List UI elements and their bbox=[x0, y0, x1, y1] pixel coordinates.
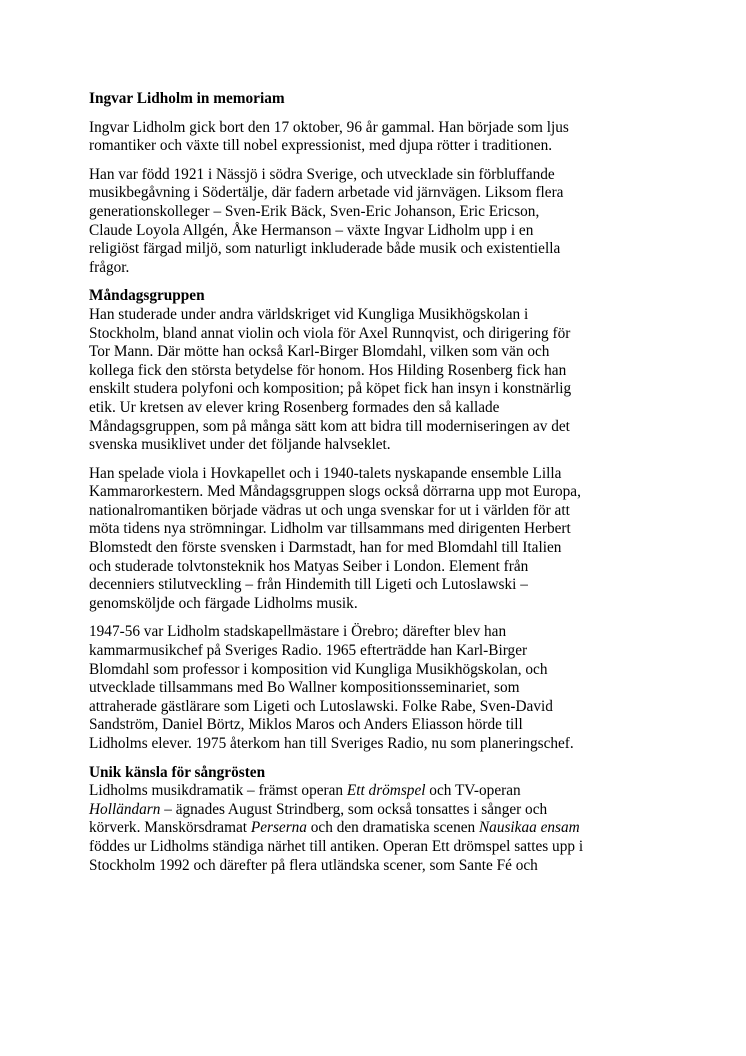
text-line: Blomstedt den förste svensken i Darmstadt, han for med Blomdahl till Italien bbox=[89, 539, 562, 557]
text-line: och studerade tolvtonsteknik hos Matyas Seiber i London. Element från bbox=[89, 557, 529, 575]
paragraph-intro bbox=[89, 119, 679, 156]
document-title: Ingvar Lidholm in memoriam bbox=[89, 90, 285, 107]
text-line: attraherade gästlärare som Ligeti och Lutoslawski. Folke Rabe, Sven-David bbox=[89, 697, 553, 715]
section-mandagsgruppen bbox=[89, 287, 679, 454]
paragraph-orebro bbox=[89, 623, 679, 753]
text-line bbox=[89, 782, 679, 801]
document-page bbox=[89, 90, 679, 885]
text-line: religiöst färgad miljö, som naturligt inkluderade både musik och existentiella bbox=[89, 240, 561, 258]
text-line: utvecklade tillsammans med Bo Wallner kompositionsseminariet, som bbox=[89, 679, 520, 697]
text-line: generationskolleger – Sven-Erik Bäck, Sven-Eric Johanson, Eric Ericson, bbox=[89, 202, 540, 220]
text-line: Tor Mann. Där mötte han också Karl-Birger Blomdahl, vilken som vän och bbox=[89, 343, 550, 361]
text-line: decenniers stilutveckling – från Hindemith till Ligeti och Lutoslawski – bbox=[89, 576, 528, 594]
text-line: romantiker och växte till nobel expressionist, med djupa rötter i traditionen. bbox=[89, 137, 553, 155]
text-line: svenska musiklivet under det följande halvseklet. bbox=[89, 436, 391, 454]
paragraph-birth bbox=[89, 166, 679, 278]
work-title: Nausikaa ensam bbox=[478, 819, 580, 837]
text-line: Måndagsgruppen, som på många sätt kom att bidra till moderniseringen av det bbox=[89, 417, 570, 435]
text-line: föddes ur Lidholms ständiga närhet till antiken. Operan Ett drömspel sattes upp i bbox=[89, 837, 584, 855]
text-run: – ägnades August Strindberg, som också tonsattes i sånger och bbox=[160, 800, 548, 818]
text-line: enskilt studera polyfoni och komposition; på köpet fick han insyn i konstnärlig bbox=[89, 380, 572, 398]
text-line: kammarmusikchef på Sveriges Radio. 1965 efterträdde han Karl-Birger bbox=[89, 642, 528, 660]
text-line: Stockholm, bland annat violin och viola för Axel Runnqvist, och dirigering för bbox=[89, 324, 571, 342]
text-line: frågor. bbox=[89, 258, 130, 276]
text-line: nationalromantiken började vädras ut och unga svenskar for ut i världen för att bbox=[89, 501, 570, 519]
text-line: Sandström, Daniel Börtz, Miklos Maros och Anders Eliasson hörde till bbox=[89, 716, 523, 734]
text-line: Han spelade viola i Hovkapellet och i 1940-talets nyskapande ensemble Lilla bbox=[89, 464, 562, 482]
text-line: genomsköljde och färgade Lidholms musik. bbox=[89, 594, 358, 612]
text-line: etik. Ur kretsen av elever kring Rosenberg formades den så kallade bbox=[89, 398, 500, 416]
text-line: Lidholms elever. 1975 återkom han till Sveriges Radio, nu som planeringschef. bbox=[89, 735, 574, 752]
text-line bbox=[89, 801, 679, 820]
text-line: Blomdahl som professor i komposition vid Kungliga Musikhögskolan, och bbox=[89, 660, 548, 678]
text-run: och TV-operan bbox=[425, 782, 521, 800]
text-line: möta tidens nya strömningar. Lidholm var tillsammans med dirigenten Herbert bbox=[89, 520, 571, 538]
text-line: Han var född 1921 i Nässjö i södra Sverige, och utvecklade sin förbluffande bbox=[89, 165, 555, 183]
text-line: musikbegåvning i Södertälje, där fadern arbetade vid järnvägen. Liksom flera bbox=[89, 184, 564, 202]
text-line: Han studerade under andra världskriget vid Kungliga Musikhögskolan i bbox=[89, 305, 529, 323]
section-heading: Unik känsla för sångrösten bbox=[89, 763, 266, 781]
text-line: kollega fick den största betydelse för honom. Hos Hilding Rosenberg fick han bbox=[89, 361, 567, 379]
text-line: 1947-56 var Lidholm stadskapellmästare i Örebro; därefter blev han bbox=[89, 623, 507, 641]
text-run: körverk. Manskörsdramat bbox=[89, 819, 251, 837]
section-heading: Måndagsgruppen bbox=[89, 287, 205, 305]
work-title: Ett drömspel bbox=[346, 782, 426, 800]
text-line: Ingvar Lidholm gick bort den 17 oktober, 96 år gammal. Han började som ljus bbox=[89, 118, 569, 136]
text-line: Claude Loyola Allgén, Åke Hermanson – växte Ingvar Lidholm upp i en bbox=[89, 221, 534, 239]
text-line: Stockholm 1992 och därefter på flera utländska scener, som Sante Fé och bbox=[89, 856, 538, 874]
text-line bbox=[89, 819, 679, 838]
text-run: Lidholms musikdramatik – främst operan bbox=[89, 782, 347, 800]
work-title: Holländarn bbox=[89, 800, 161, 818]
paragraph-hovkapellet bbox=[89, 465, 679, 614]
text-line: Kammarorkestern. Med Måndagsgruppen slogs också dörrarna upp mot Europa, bbox=[89, 483, 581, 501]
text-run: och den dramatiska scenen bbox=[306, 819, 479, 837]
section-sangrosten bbox=[89, 764, 679, 876]
work-title: Perserna bbox=[250, 819, 307, 837]
